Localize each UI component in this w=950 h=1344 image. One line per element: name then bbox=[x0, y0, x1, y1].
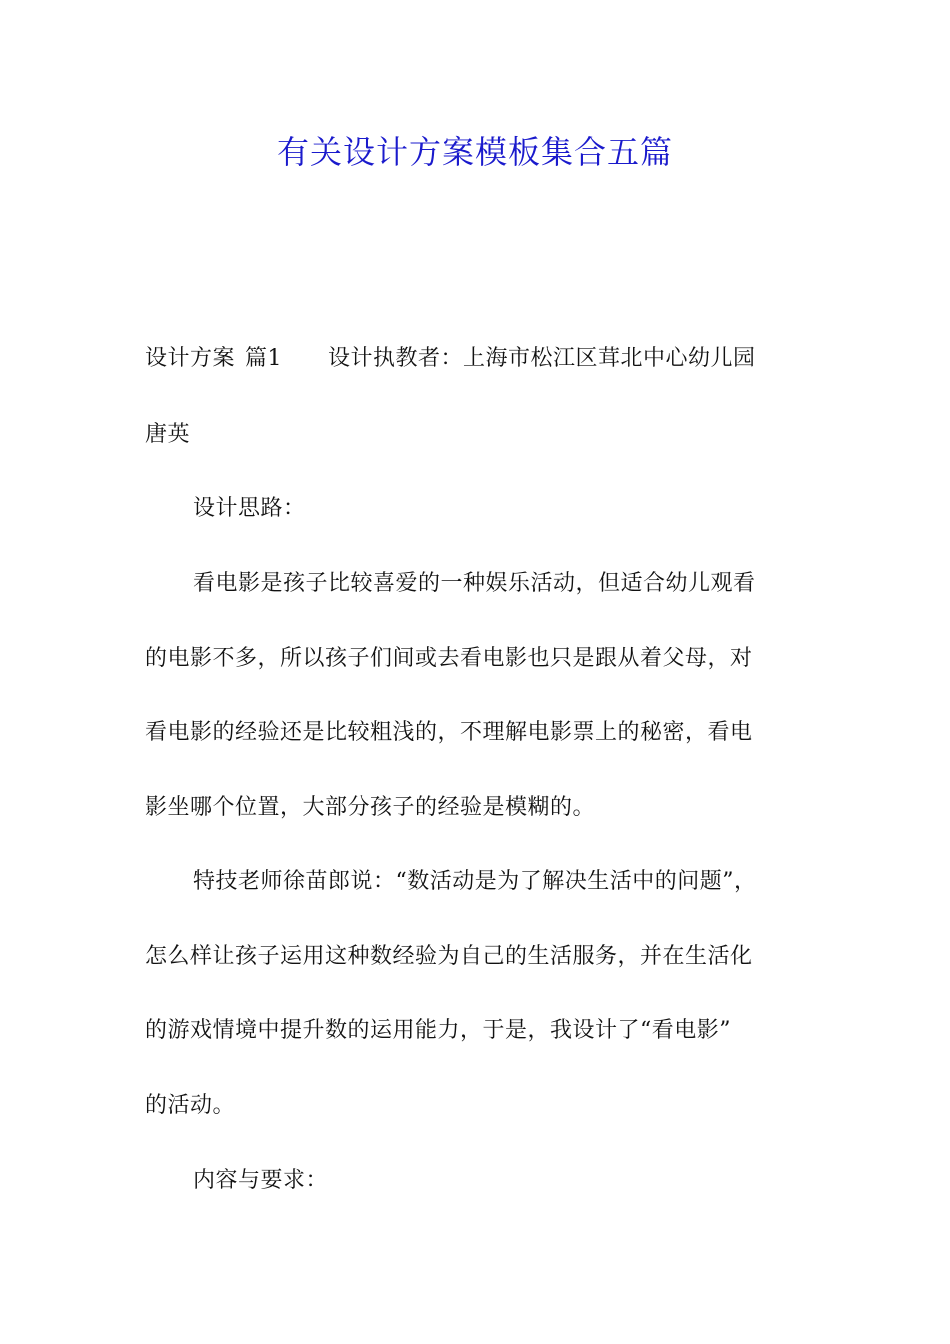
section-number: 篇1 bbox=[245, 346, 283, 371]
paragraph-line: 的游戏情境中提升数的运用能力，于是，我设计了“看电影” bbox=[145, 1018, 731, 1043]
paragraph-line: 的电影不多，所以孩子们间或去看电影也只是跟从着父母，对 bbox=[145, 646, 753, 671]
heading-content-requirements: 内容与要求： bbox=[193, 1168, 329, 1193]
paragraph-line: 影坐哪个位置，大部分孩子的经验是模糊的。 bbox=[145, 795, 596, 820]
section-header-line bbox=[145, 344, 825, 374]
section-label: 设计方案 bbox=[145, 346, 236, 371]
paragraph-line: 的活动。 bbox=[145, 1093, 236, 1118]
paragraph-line: 看电影的经验还是比较粗浅的，不理解电影票上的秘密，看电 bbox=[145, 720, 753, 745]
paragraph-line: 特技老师徐苗郎说：“数活动是为了解决生活中的问题”， bbox=[193, 869, 757, 894]
document-title: 有关设计方案模板集合五篇 bbox=[276, 133, 673, 171]
paragraph-line: 看电影是孩子比较喜爱的一种娱乐活动，但适合幼儿观看 bbox=[193, 571, 756, 596]
heading-design-idea: 设计思路： bbox=[193, 496, 306, 521]
author-name: 唐英 bbox=[145, 422, 191, 447]
author-line: 设计执教者：上海市松江区茸北中心幼儿园 bbox=[328, 346, 756, 371]
paragraph-line: 怎么样让孩子运用这种数经验为自己的生活服务，并在生活化 bbox=[145, 944, 753, 969]
